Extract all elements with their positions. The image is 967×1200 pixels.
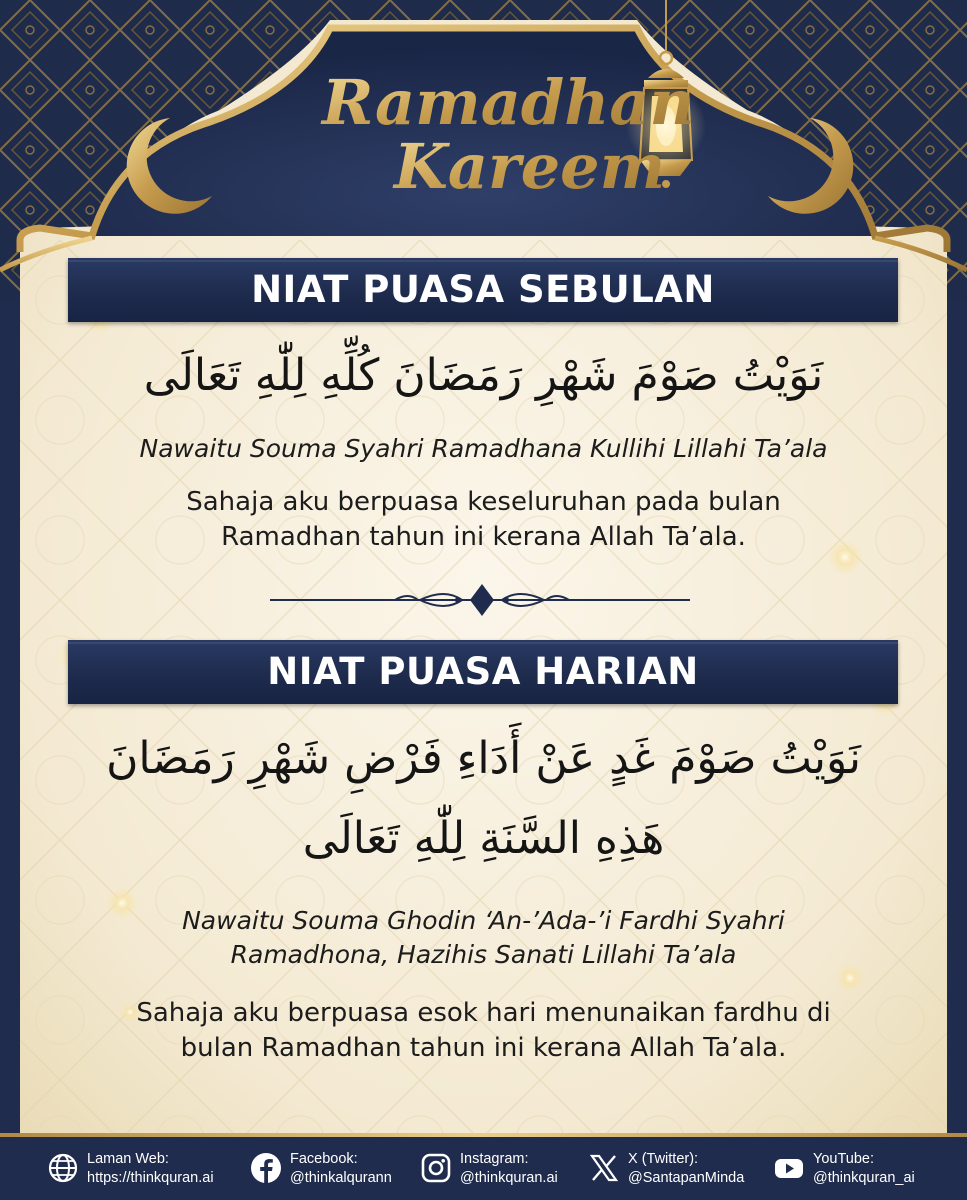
section2-banner — [68, 640, 898, 704]
footer-twitter-label: X (Twitter): — [628, 1151, 699, 1167]
footer-instagram-label: Instagram: — [460, 1151, 529, 1167]
footer-instagram-value[interactable]: @thinkquran.ai — [460, 1170, 558, 1186]
footer-youtube-label: YouTube: — [813, 1151, 875, 1167]
x-twitter-icon — [588, 1152, 620, 1184]
facebook-icon — [250, 1152, 282, 1184]
youtube-icon — [773, 1152, 805, 1184]
footer-bar — [0, 1133, 967, 1200]
section1-transliteration: Nawaitu Souma Syahri Ramadhana Kullihi Lillahi Ta’ala — [139, 434, 828, 463]
section1-arabic: نَوَيْتُ صَوْمَ شَهْرِ رَمَضَانَ كُلِّهِ لِلّٰهِ تَعَالَى — [143, 350, 824, 401]
section2-heading: NIAT PUASA HARIAN — [267, 650, 699, 693]
section2-meaning-line2: bulan Ramadhan tahun ini kerana Allah Ta’ala. — [180, 1033, 787, 1063]
footer-facebook-value[interactable]: @thinkalqurann — [290, 1170, 392, 1186]
globe-icon — [47, 1152, 79, 1184]
instagram-icon — [420, 1152, 452, 1184]
section1-banner — [68, 258, 898, 322]
section1-meaning-line2: Ramadhan tahun ini kerana Allah Ta’ala. — [221, 522, 746, 552]
section2-arabic-line2: هَذِهِ السَّنَةِ لِلّٰهِ تَعَالَى — [302, 813, 665, 864]
section2-transliteration-line1: Nawaitu Souma Ghodin ‘An-’Ada-’i Fardhi Syahri — [182, 906, 785, 935]
title-line1: Ramadhan — [322, 66, 695, 139]
footer-youtube-value[interactable]: @thinkquran_ai — [813, 1170, 915, 1186]
footer-website-value[interactable]: https://thinkquran.ai — [87, 1170, 214, 1186]
title-line2: Kareem — [394, 130, 666, 203]
section1-meaning-line1: Sahaja aku berpuasa keseluruhan pada bulan — [186, 487, 781, 517]
section2-meaning-line1: Sahaja aku berpuasa esok hari menunaikan fardhu di — [136, 998, 831, 1028]
section2-arabic-line1: نَوَيْتُ صَوْمَ غَدٍ عَنْ أَدَاءِ فَرْضِ شَهْرِ رَمَضَانَ — [106, 733, 861, 784]
footer-twitter-value[interactable]: @SantapanMinda — [628, 1170, 745, 1186]
section1-heading: NIAT PUASA SEBULAN — [251, 268, 715, 311]
footer-website-label: Laman Web: — [87, 1151, 169, 1167]
section2-transliteration-line2: Ramadhona, Hazihis Sanati Lillahi Ta’ala — [230, 940, 737, 969]
footer-facebook-label: Facebook: — [290, 1151, 358, 1167]
